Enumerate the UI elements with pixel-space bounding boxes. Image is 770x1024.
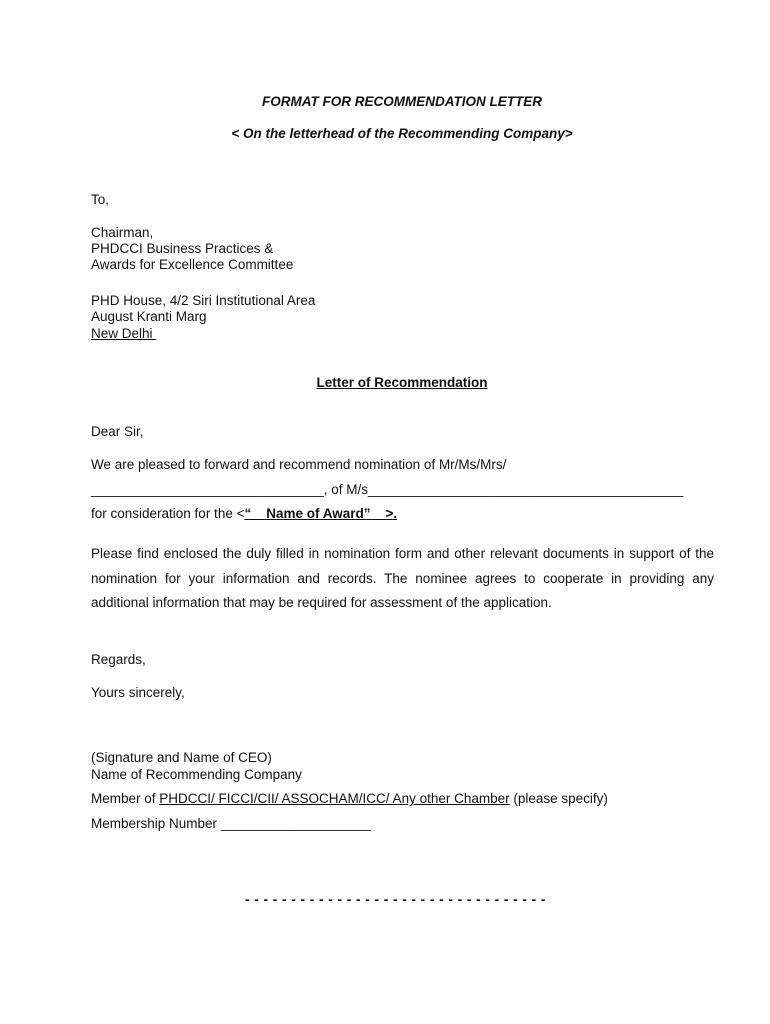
address-chairman: Chairman, bbox=[91, 225, 154, 240]
company-prefix: , of M/s bbox=[323, 482, 369, 497]
address-org-line1: PHDCCI Business Practices & bbox=[91, 241, 274, 256]
body-line1: We are pleased to forward and recommend nomination of Mr/Ms/Mrs/ bbox=[91, 457, 507, 472]
page-title: FORMAT FOR RECOMMENDATION LETTER bbox=[262, 94, 542, 109]
letter-subject: Letter of Recommendation bbox=[316, 375, 488, 390]
consideration-text: for consideration for the < bbox=[91, 506, 245, 521]
membership-chambers bbox=[91, 791, 608, 807]
membership-label: Membership Number bbox=[91, 816, 221, 831]
footer-divider: - - - - - - - - - - - - - - - - - - - - - - - - - - - - - - - - - bbox=[245, 892, 546, 907]
company-name-blank[interactable]: __________________________________________ bbox=[368, 482, 684, 497]
membership-number bbox=[91, 816, 371, 832]
closing-sincerely: Yours sincerely, bbox=[91, 685, 185, 700]
body-line3 bbox=[91, 506, 397, 522]
company-name-line: Name of Recommending Company bbox=[91, 767, 302, 782]
body-paragraph: Please find enclosed the duly filled in nomination form and other relevant documents in support of the nomination for your information and records. The nominee agrees to cooperate in providing any additional information that may be required for assessment of the application. bbox=[91, 546, 714, 610]
salutation: Dear Sir, bbox=[91, 424, 144, 439]
address-org-line2: Awards for Excellence Committee bbox=[91, 257, 294, 272]
nominee-name-blank[interactable]: _______________________________ bbox=[91, 482, 324, 497]
address-city: New Delhi bbox=[91, 326, 157, 341]
closing-regards: Regards, bbox=[91, 652, 146, 667]
letterhead-note: < On the letterhead of the Recommending Company> bbox=[231, 126, 573, 141]
address-to: To, bbox=[91, 192, 110, 207]
address-line1: PHD House, 4/2 Siri Institutional Area bbox=[91, 293, 316, 308]
signature-line: (Signature and Name of CEO) bbox=[91, 750, 272, 765]
member-prefix: Member of bbox=[91, 791, 160, 806]
membership-number-blank[interactable]: ____________________ bbox=[220, 816, 371, 831]
award-name-placeholder: “ Name of Award” >. bbox=[244, 506, 398, 521]
chamber-list: PHDCCI/ FICCI/CII/ ASSOCHAM/ICC/ Any other Chamber bbox=[159, 791, 510, 806]
member-suffix: (please specify) bbox=[509, 791, 608, 806]
address-line2: August Kranti Marg bbox=[91, 309, 207, 324]
body-line2 bbox=[91, 482, 683, 498]
